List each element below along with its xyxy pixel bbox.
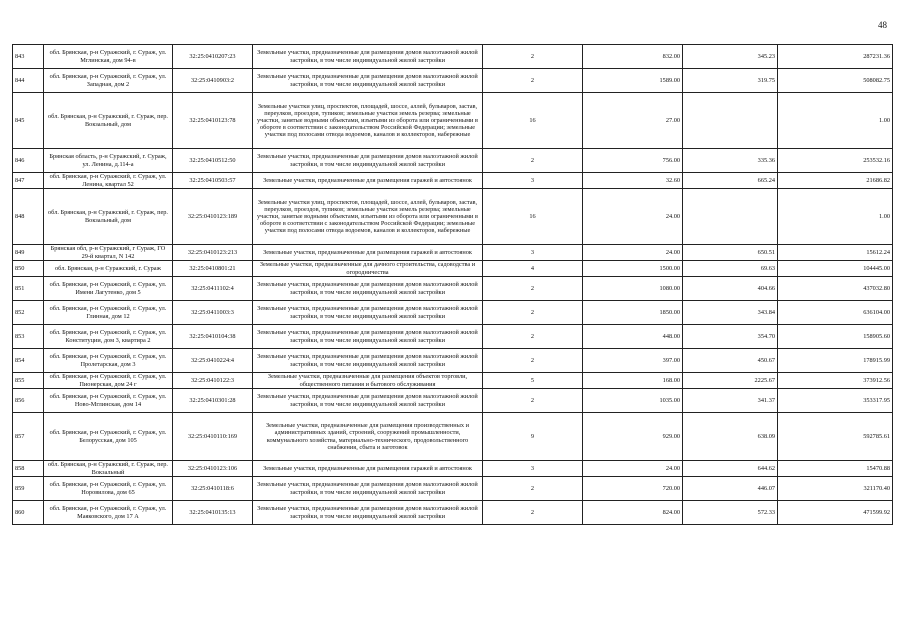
- use-group-cell: 2: [483, 389, 583, 413]
- row-number: 846: [13, 149, 44, 173]
- use-group-cell: 2: [483, 45, 583, 69]
- address-cell: обл. Брянская, р-н Суражский, г. Сураж, пер. Вокзальный, дом: [44, 189, 173, 245]
- cadastral-number-cell: 32:25:0410122:3: [173, 373, 253, 389]
- specific-value-cell: 341.37: [683, 389, 778, 413]
- row-number: 851: [13, 277, 44, 301]
- table-row: [13, 173, 893, 189]
- address-cell: Брянская область, р-н Суражский, г. Сураж, ул. Ленина, д.114-а: [44, 149, 173, 173]
- land-use-cell: Земельные участки, предназначенные для размещения домов малоэтажной жилой застройки, в том числе индивидуальной жилой застройки: [253, 389, 483, 413]
- cadastral-number-cell: 32:25:0410118:6: [173, 477, 253, 501]
- land-use-cell: Земельные участки улиц, проспектов, площадей, шоссе, аллей, бульваров, застав, переулков, проездов, тупиков; земельные участки земель резерва; земельные участки, занятые водными объектами, изъятыми из оборота или ограниченными в обороте в соответствии с законодательством Российской Федерации; земельные участки под полосами отвода водоемов, каналов и коллекторов, набережные: [253, 93, 483, 149]
- land-use-cell: Земельные участки, предназначенные для размещения объектов торговли, общественного питания и бытового обслуживания: [253, 373, 483, 389]
- row-number: 858: [13, 461, 44, 477]
- use-group-cell: 4: [483, 261, 583, 277]
- address-cell: обл. Брянская, р-н Суражский, г. Сураж: [44, 261, 173, 277]
- address-cell: обл. Брянская, р-н Суражский, г. Сураж, ул. Мглинская, дом 94-в: [44, 45, 173, 69]
- row-number: 850: [13, 261, 44, 277]
- cadastral-number-cell: 32:25:0410903:2: [173, 69, 253, 93]
- row-number: 847: [13, 173, 44, 189]
- cadastral-value-cell: 437032.80: [778, 277, 893, 301]
- cadastral-number-cell: 32:25:0410104:38: [173, 325, 253, 349]
- cadastral-number-cell: 32:25:0410801:21: [173, 261, 253, 277]
- specific-value-cell: [683, 189, 778, 245]
- row-number: 860: [13, 501, 44, 525]
- land-use-cell: Земельные участки, предназначенные для размещения гаражей и автостоянок: [253, 461, 483, 477]
- area-cell: 32.60: [583, 173, 683, 189]
- specific-value-cell: 335.36: [683, 149, 778, 173]
- cadastral-value-cell: 1.00: [778, 189, 893, 245]
- row-number: 854: [13, 349, 44, 373]
- table-row: [13, 301, 893, 325]
- row-number: 857: [13, 413, 44, 461]
- use-group-cell: 5: [483, 373, 583, 389]
- cadastral-value-cell: 178915.99: [778, 349, 893, 373]
- use-group-cell: 2: [483, 149, 583, 173]
- area-cell: 824.00: [583, 501, 683, 525]
- land-use-cell: Земельные участки, предназначенные для размещения домов малоэтажной жилой застройки, в том числе индивидуальной жилой застройки: [253, 301, 483, 325]
- cadastral-number-cell: 32:25:0410123:78: [173, 93, 253, 149]
- specific-value-cell: 404.66: [683, 277, 778, 301]
- table-row: [13, 373, 893, 389]
- cadastral-number-cell: 32:25:0410123:213: [173, 245, 253, 261]
- use-group-cell: 2: [483, 301, 583, 325]
- table-row: [13, 69, 893, 93]
- area-cell: 720.00: [583, 477, 683, 501]
- area-cell: 24.00: [583, 189, 683, 245]
- area-cell: 168.00: [583, 373, 683, 389]
- specific-value-cell: 446.07: [683, 477, 778, 501]
- specific-value-cell: 572.33: [683, 501, 778, 525]
- cadastral-number-cell: 32:25:0410224:4: [173, 349, 253, 373]
- table-row: [13, 349, 893, 373]
- land-use-cell: Земельные участки, предназначенные для размещения домов малоэтажной жилой застройки, в том числе индивидуальной жилой застройки: [253, 501, 483, 525]
- specific-value-cell: 345.23: [683, 45, 778, 69]
- table-row: [13, 277, 893, 301]
- table-body: [13, 45, 893, 525]
- cadastral-value-cell: 15612.24: [778, 245, 893, 261]
- cadastral-value-cell: 636104.00: [778, 301, 893, 325]
- area-cell: 1500.00: [583, 261, 683, 277]
- cadastral-number-cell: 32:25:0410503:57: [173, 173, 253, 189]
- address-cell: обл. Брянская, р-н Суражский, г. Сураж, ул. Белорусская, дом 105: [44, 413, 173, 461]
- table-row: [13, 501, 893, 525]
- specific-value-cell: [683, 93, 778, 149]
- address-cell: обл. Брянская, р-н Суражский, г. Сураж, ул. Пионерская, дом 24 г: [44, 373, 173, 389]
- address-cell: обл. Брянская, р-н Суражский, г. Сураж, ул. Пролетарская, дом 3: [44, 349, 173, 373]
- land-use-cell: Земельные участки улиц, проспектов, площадей, шоссе, аллей, бульваров, застав, переулков, проездов, тупиков; земельные участки земель резерва; земельные участки, занятые водными объектами, изъятыми из оборота или ограниченными в обороте в соответствии с законодательством Российской Федерации; земельные участки под полосами отвода водоемов, каналов и коллекторов, набережные: [253, 189, 483, 245]
- row-number: 855: [13, 373, 44, 389]
- cadastral-value-cell: 287231.36: [778, 45, 893, 69]
- area-cell: 397.00: [583, 349, 683, 373]
- table-row: [13, 261, 893, 277]
- use-group-cell: 2: [483, 277, 583, 301]
- address-cell: обл. Брянская, р-н Суражский, г. Сураж, ул. Западная, дом 2: [44, 69, 173, 93]
- cadastral-value-cell: 21686.82: [778, 173, 893, 189]
- cadastral-number-cell: 32:25:0410207:23: [173, 45, 253, 69]
- use-group-cell: 16: [483, 93, 583, 149]
- address-cell: обл. Брянская, р-н Суражский, г. Сураж, ул. Глинная, дом 12: [44, 301, 173, 325]
- cadastral-value-cell: 104445.00: [778, 261, 893, 277]
- table-row: [13, 413, 893, 461]
- row-number: 859: [13, 477, 44, 501]
- land-use-cell: Земельные участки, предназначенные для размещения домов малоэтажной жилой застройки, в том числе индивидуальной жилой застройки: [253, 277, 483, 301]
- use-group-cell: 16: [483, 189, 583, 245]
- cadastral-number-cell: 32:25:0410110:169: [173, 413, 253, 461]
- cadastral-number-cell: 32:25:0411102:4: [173, 277, 253, 301]
- table-row: [13, 245, 893, 261]
- use-group-cell: 9: [483, 413, 583, 461]
- specific-value-cell: 644.62: [683, 461, 778, 477]
- area-cell: 756.00: [583, 149, 683, 173]
- address-cell: обл. Брянская, р-н Суражский, г. Сураж, ул. Норовилова, дом 65: [44, 477, 173, 501]
- area-cell: 27.00: [583, 93, 683, 149]
- row-number: 852: [13, 301, 44, 325]
- area-cell: 929.00: [583, 413, 683, 461]
- specific-value-cell: 450.67: [683, 349, 778, 373]
- address-cell: обл. Брянская, р-н Суражский, г. Сураж, ул. Конституции, дом 3, квартира 2: [44, 325, 173, 349]
- cadastral-value-cell: 373912.56: [778, 373, 893, 389]
- table-row: [13, 477, 893, 501]
- land-use-cell: Земельные участки, предназначенные для дачного строительства, садоводства и огородничества: [253, 261, 483, 277]
- table-row: [13, 93, 893, 149]
- land-use-cell: Земельные участки, предназначенные для размещения домов малоэтажной жилой застройки, в том числе индивидуальной жилой застройки: [253, 149, 483, 173]
- area-cell: 1035.00: [583, 389, 683, 413]
- use-group-cell: 3: [483, 461, 583, 477]
- page-number: 48: [878, 20, 887, 30]
- address-cell: обл. Брянская, р-н Суражский, г. Сураж, ул. Ново-Мглинская, дом 14: [44, 389, 173, 413]
- cadastral-value-cell: 1.00: [778, 93, 893, 149]
- cadastral-number-cell: 32:25:0410123:189: [173, 189, 253, 245]
- address-cell: обл. Брянская, р-н Суражский, г. Сураж, ул. Имени Лагутенко, дом 5: [44, 277, 173, 301]
- use-group-cell: 2: [483, 477, 583, 501]
- row-number: 853: [13, 325, 44, 349]
- land-use-cell: Земельные участки, предназначенные для размещения домов малоэтажной жилой застройки, в том числе индивидуальной жилой застройки: [253, 69, 483, 93]
- cadastral-number-cell: 32:25:0410135:13: [173, 501, 253, 525]
- row-number: 844: [13, 69, 44, 93]
- table-row: [13, 389, 893, 413]
- land-use-cell: Земельные участки, предназначенные для размещения гаражей и автостоянок: [253, 245, 483, 261]
- land-use-cell: Земельные участки, предназначенные для размещения домов малоэтажной жилой застройки, в том числе индивидуальной жилой застройки: [253, 45, 483, 69]
- area-cell: 1080.00: [583, 277, 683, 301]
- specific-value-cell: 638.09: [683, 413, 778, 461]
- cadastral-number-cell: 32:25:0410512:50: [173, 149, 253, 173]
- land-use-cell: Земельные участки, предназначенные для размещения домов малоэтажной жилой застройки, в том числе индивидуальной жилой застройки: [253, 349, 483, 373]
- address-cell: обл. Брянская, р-н Суражский, г. Сураж, ул. Ленина, квартал 52: [44, 173, 173, 189]
- cadastral-value-cell: 321170.40: [778, 477, 893, 501]
- address-cell: обл. Брянская, р-н Суражский, г. Сураж, пер. Вокзальный, дом: [44, 93, 173, 149]
- cadastral-value-cell: 508082.75: [778, 69, 893, 93]
- table-row: [13, 45, 893, 69]
- row-number: 845: [13, 93, 44, 149]
- row-number: 848: [13, 189, 44, 245]
- area-cell: 24.00: [583, 461, 683, 477]
- area-cell: 1589.00: [583, 69, 683, 93]
- specific-value-cell: 665.24: [683, 173, 778, 189]
- land-plot-table: [12, 44, 893, 525]
- table-row: [13, 325, 893, 349]
- use-group-cell: 2: [483, 501, 583, 525]
- specific-value-cell: 69.63: [683, 261, 778, 277]
- table-row: [13, 461, 893, 477]
- cadastral-number-cell: 32:25:0410123:106: [173, 461, 253, 477]
- use-group-cell: 3: [483, 173, 583, 189]
- address-cell: Брянская обл, р-н Суражский, г Сураж, ГО 29-й квартал, N 142: [44, 245, 173, 261]
- row-number: 843: [13, 45, 44, 69]
- specific-value-cell: 319.75: [683, 69, 778, 93]
- specific-value-cell: 354.70: [683, 325, 778, 349]
- row-number: 849: [13, 245, 44, 261]
- table-row: [13, 189, 893, 245]
- area-cell: 24.00: [583, 245, 683, 261]
- specific-value-cell: 2225.67: [683, 373, 778, 389]
- land-use-cell: Земельные участки, предназначенные для размещения гаражей и автостоянок: [253, 173, 483, 189]
- specific-value-cell: 650.51: [683, 245, 778, 261]
- cadastral-value-cell: 471599.92: [778, 501, 893, 525]
- cadastral-value-cell: 253532.16: [778, 149, 893, 173]
- land-use-cell: Земельные участки, предназначенные для размещения производственных и административных зданий, строений, сооружений промышленности, коммунального хозяйства, материально-технического, продовольственного снабжения, сбыта и заготовок: [253, 413, 483, 461]
- use-group-cell: 2: [483, 69, 583, 93]
- specific-value-cell: 343.84: [683, 301, 778, 325]
- cadastral-number-cell: 32:25:0410301:28: [173, 389, 253, 413]
- table-row: [13, 149, 893, 173]
- use-group-cell: 2: [483, 349, 583, 373]
- cadastral-value-cell: 15470.88: [778, 461, 893, 477]
- address-cell: обл. Брянская, р-н Суражский, г. Сураж, пер. Вокзальный: [44, 461, 173, 477]
- land-use-cell: Земельные участки, предназначенные для размещения домов малоэтажной жилой застройки, в том числе индивидуальной жилой застройки: [253, 477, 483, 501]
- cadastral-value-cell: 353317.95: [778, 389, 893, 413]
- area-cell: 832.00: [583, 45, 683, 69]
- area-cell: 1850.00: [583, 301, 683, 325]
- use-group-cell: 2: [483, 325, 583, 349]
- land-use-cell: Земельные участки, предназначенные для размещения домов малоэтажной жилой застройки, в том числе индивидуальной жилой застройки: [253, 325, 483, 349]
- cadastral-number-cell: 32:25:0411003:3: [173, 301, 253, 325]
- row-number: 856: [13, 389, 44, 413]
- use-group-cell: 3: [483, 245, 583, 261]
- cadastral-value-cell: 158905.60: [778, 325, 893, 349]
- cadastral-value-cell: 592785.61: [778, 413, 893, 461]
- address-cell: обл. Брянская, р-н Суражский, г. Сураж, ул. Маяковского, дом 17 А: [44, 501, 173, 525]
- area-cell: 448.00: [583, 325, 683, 349]
